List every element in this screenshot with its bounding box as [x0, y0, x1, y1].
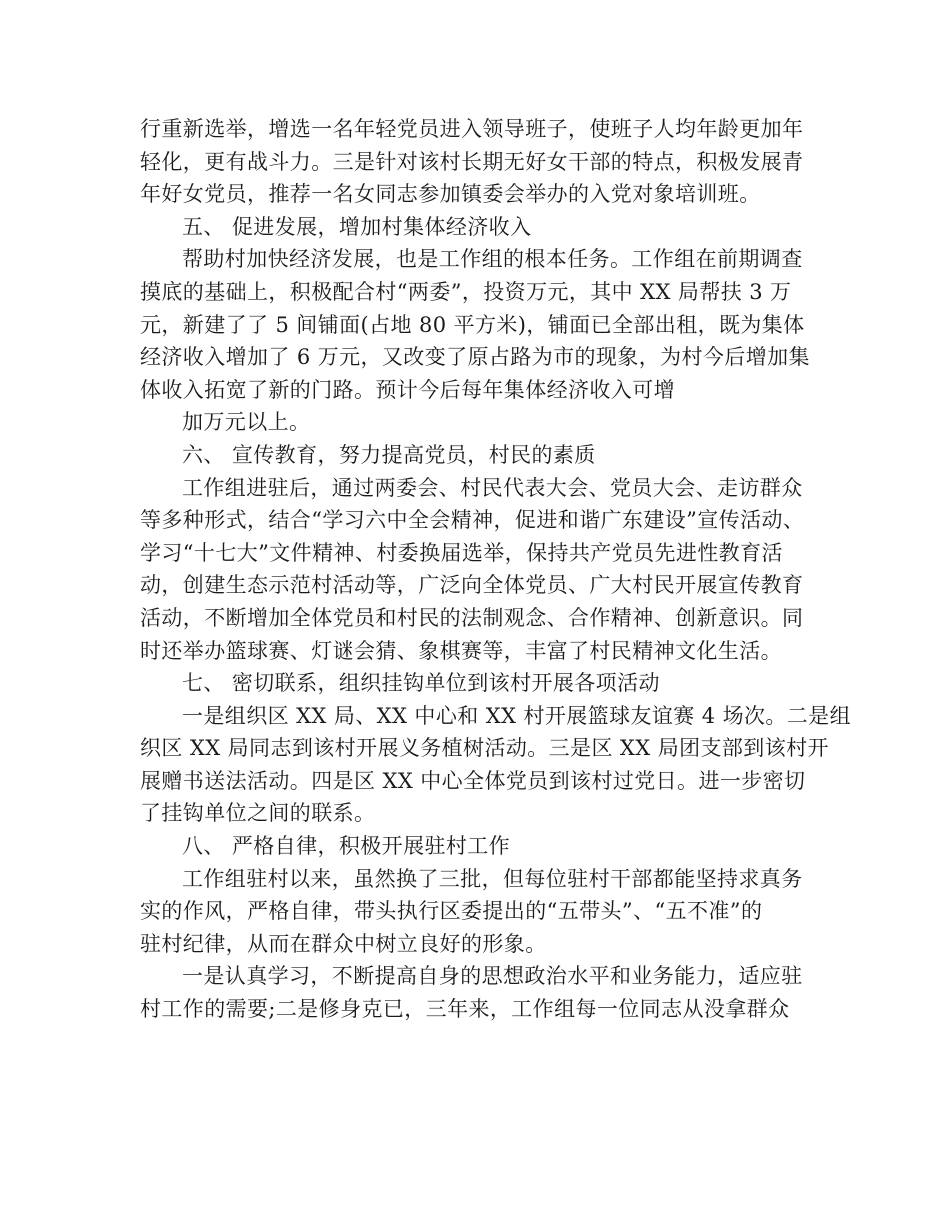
text-line: 等多种形式，结合“学习六中全会精神，促进和谐广东建设”宣传活动、	[140, 508, 805, 533]
text-line: 体收入拓宽了新的门路。预计今后每年集体经济收入可增	[140, 377, 675, 402]
text-line: 行重新选举，增选一名年轻党员进入领导班子，使班子人均年龄更加年	[140, 117, 804, 141]
text-line: 学习“十七大”文件精神、村委换届选举，保持共产党员先进性教育活	[140, 540, 783, 565]
paragraph-start: 一是认真学习，不断提高自身的思想政治水平和业务能力，适应驻	[182, 964, 803, 989]
section-heading-5: 五、 促进发展，增加村集体经济收入	[182, 214, 532, 239]
paragraph-start: 加万元以上。	[182, 410, 311, 435]
text-line: 村工作的需要;二是修身克已，三年来，工作组每一位同志从没拿群众	[140, 997, 790, 1022]
section-heading-7: 七、 密切联系，组织挂钩单位到该村开展各项活动	[182, 671, 660, 696]
text-line: 活动，不断增加全体党员和村民的法制观念、合作精神、创新意识。同	[140, 605, 804, 630]
paragraph-start: 工作组驻村以来，虽然换了三批，但每位驻村干部都能坚持求真务	[182, 866, 803, 891]
text-line: 织区 XX 局同志到该村开展义务植树活动。三是区 XX 局团支部到该村开	[140, 736, 829, 761]
text-line: 摸底的基础上，积极配合村“两委”，投资万元，其中 XX 局帮扶 3 万	[140, 279, 792, 304]
section-heading-6: 六、 宣传教育，努力提高党员，村民的素质	[182, 442, 596, 467]
section-heading-8: 八、 严格自律，积极开展驻村工作	[182, 834, 511, 859]
paragraph-start: 一是组织区 XX 局、XX 中心和 XX 村开展篮球友谊赛 4 场次。二是组	[182, 703, 851, 728]
text-line: 动，创建生态示范村活动等，广泛向全体党员、广大村民开展宣传教育	[140, 573, 804, 598]
text-line: 元，新建了了 5 间铺面(占地 80 平方米)，铺面已全部出租，既为集体	[140, 312, 805, 337]
text-line: 经济收入增加了 6 万元，又改变了原占路为市的现象，为村今后增加集	[140, 345, 810, 370]
paragraph-start: 工作组进驻后，通过两委会、村民代表大会、党员大会、走访群众	[182, 475, 803, 500]
paragraph-start: 帮助村加快经济发展，也是工作组的根本任务。工作组在前期调查	[182, 247, 803, 272]
text-line: 驻村纪律，从而在群众中树立良好的形象。	[140, 931, 547, 956]
text-line: 实的作风，严格自律，带头执行区委提出的“五带头”、“五不准”的	[140, 899, 763, 924]
document-body	[140, 113, 851, 1026]
text-line: 时还举办篮球赛、灯谜会猜、象棋赛等，丰富了村民精神文化生活。	[140, 638, 782, 663]
text-line: 轻化，更有战斗力。三是针对该村长期无好女干部的特点，积极发展青	[140, 149, 804, 174]
text-line: 年好女党员，推荐一名女同志参加镇委会举办的入党对象培训班。	[140, 182, 761, 207]
text-line: 展赠书送法活动。四是区 XX 中心全体党员到该村过党日。进一步密切	[140, 768, 806, 793]
text-line: 了挂钩单位之间的联系。	[140, 801, 376, 826]
